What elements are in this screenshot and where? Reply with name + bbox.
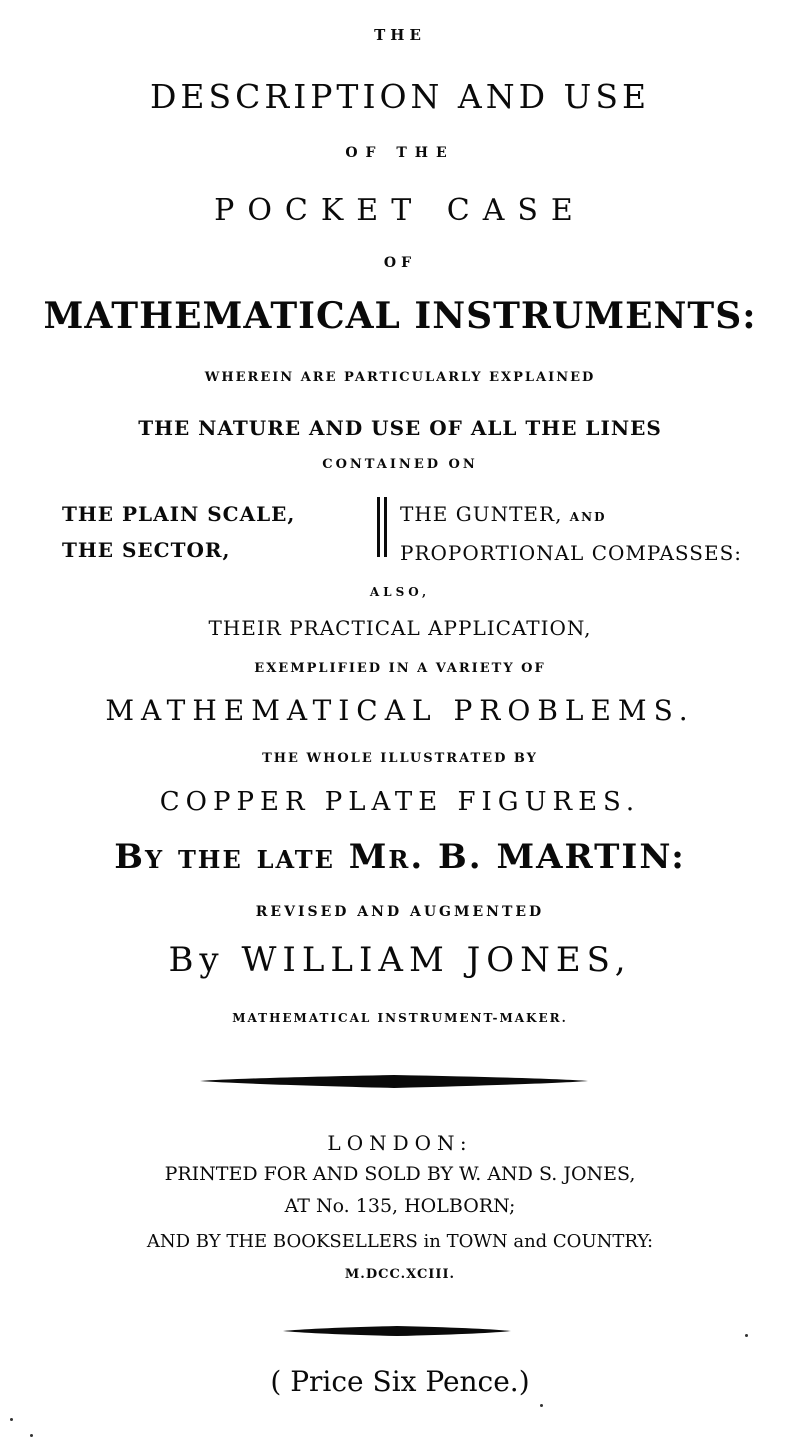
item-sector: THE SECTOR, — [62, 538, 231, 562]
reviser-occupation: MATHEMATICAL INSTRUMENT-MAKER. — [232, 1011, 568, 1025]
paper-speck — [10, 1418, 13, 1421]
item-gunter — [400, 496, 742, 535]
subheading-whole-illustrated: THE WHOLE ILLUSTRATED BY — [262, 751, 538, 766]
heading-practical-application: THEIR PRACTICAL APPLICATION, — [208, 616, 592, 640]
instruments-left-column — [62, 496, 295, 568]
imprint-address: AT No. 135, HOLBORN; — [284, 1195, 516, 1217]
author-martin: By the late Mr. B. MARTIN: — [114, 837, 686, 877]
paper-speck — [745, 1334, 748, 1337]
subheading-revised: REVISED AND AUGMENTED — [255, 904, 545, 920]
subheading-also: ALSO, — [369, 585, 431, 599]
heading-of: OF — [383, 255, 417, 271]
subheading-exemplified: EXEMPLIFIED IN A VARIETY OF — [254, 661, 546, 676]
ornamental-rule-bottom — [283, 1325, 511, 1337]
heading-pocket-case: POCKET CASE — [214, 193, 586, 228]
paper-speck — [540, 1404, 543, 1407]
imprint-booksellers: AND BY THE BOOKSELLERS in TOWN and COUNTRY: — [146, 1231, 654, 1252]
imprint-date: M.DCC.XCIII. — [344, 1267, 456, 1282]
price: ( Price Six Pence.) — [270, 1365, 530, 1398]
ornamental-rule-top — [200, 1073, 588, 1089]
item-gunter-label: THE GUNTER, — [400, 502, 563, 526]
column-divider — [377, 497, 389, 557]
item-proportional-compasses: PROPORTIONAL COMPASSES: — [400, 541, 743, 565]
heading-the: THE — [374, 26, 426, 44]
imprint-printed-for: PRINTED FOR AND SOLD BY W. AND S. JONES, — [164, 1163, 636, 1185]
heading-copper-plate-figures: COPPER PLATE FIGURES. — [159, 787, 641, 817]
heading-of-the: OF THE — [345, 145, 455, 161]
item-plain-scale: THE PLAIN SCALE, — [62, 502, 296, 526]
heading-mathematical-instruments: MATHEMATICAL INSTRUMENTS: — [43, 295, 757, 337]
instruments-right-column — [400, 496, 742, 571]
paper-speck — [30, 1434, 33, 1437]
heading-description-and-use: DESCRIPTION AND USE — [149, 77, 651, 116]
subheading-nature-and-use: THE NATURE AND USE OF ALL THE LINES — [138, 416, 662, 440]
subheading-wherein: WHEREIN ARE PARTICULARLY EXPLAINED — [204, 370, 596, 385]
item-gunter-and: AND — [569, 510, 607, 524]
subheading-contained-on: CONTAINED ON — [322, 457, 478, 472]
reviser-jones: By WILLIAM JONES, — [168, 940, 632, 980]
heading-mathematical-problems: MATHEMATICAL PROBLEMS. — [105, 694, 695, 727]
imprint-city: LONDON: — [327, 1131, 473, 1155]
